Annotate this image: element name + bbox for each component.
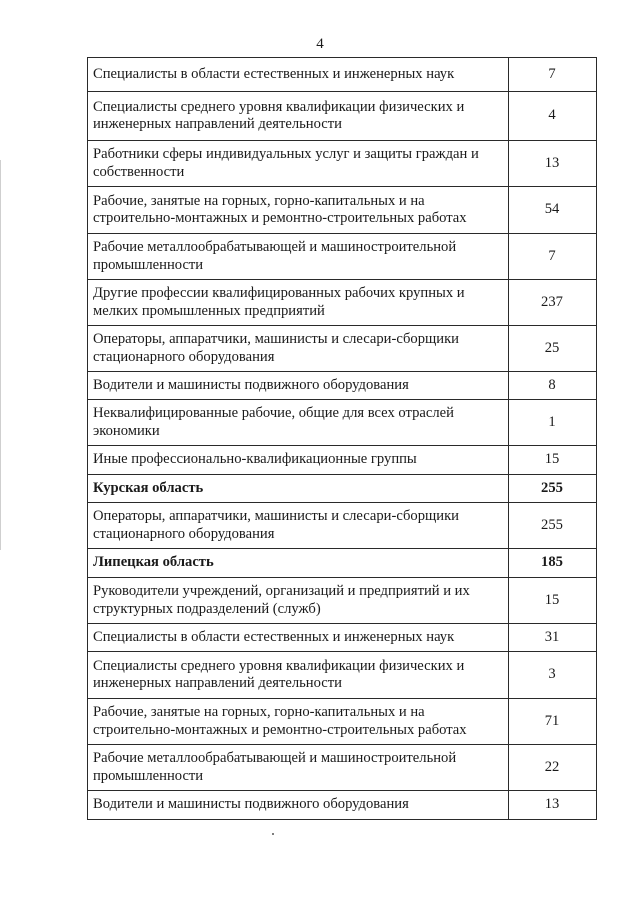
table-row xyxy=(88,652,597,699)
table-row xyxy=(88,503,597,549)
table-row xyxy=(88,187,597,234)
table-row xyxy=(88,141,597,187)
table-row xyxy=(88,446,597,475)
occupation-name-cell: Работники сферы индивидуальных услуг и защиты граждан и собственности xyxy=(88,141,509,187)
table-row xyxy=(88,326,597,372)
occupation-name-cell: Водители и машинисты подвижного оборудования xyxy=(88,791,509,820)
count-cell: 13 xyxy=(509,791,597,820)
table-row xyxy=(88,234,597,280)
table-row xyxy=(88,745,597,791)
count-cell: 13 xyxy=(509,141,597,187)
occupation-name-cell: Рабочие металлообрабатывающей и машиностроительной промышленности xyxy=(88,234,509,280)
count-cell: 255 xyxy=(509,503,597,549)
occupation-name-cell: Специалисты среднего уровня квалификации физических и инженерных направлений деятельности xyxy=(88,92,509,141)
count-cell: 8 xyxy=(509,372,597,400)
table-row xyxy=(88,578,597,624)
table-row xyxy=(88,372,597,400)
count-cell: 25 xyxy=(509,326,597,372)
count-cell: 54 xyxy=(509,187,597,234)
occupation-name-cell: Водители и машинисты подвижного оборудования xyxy=(88,372,509,400)
table-row xyxy=(88,58,597,92)
page-number: 4 xyxy=(316,36,324,52)
occupation-name-cell: Рабочие металлообрабатывающей и машиностроительной промышленности xyxy=(88,745,509,791)
table-row xyxy=(88,92,597,141)
table-row xyxy=(88,400,597,446)
count-cell: 7 xyxy=(509,58,597,92)
count-cell: 7 xyxy=(509,234,597,280)
occupation-name-cell: Операторы, аппаратчики, машинисты и слесари-сборщики стационарного оборудования xyxy=(88,326,509,372)
table-body xyxy=(88,58,597,820)
count-cell: 237 xyxy=(509,280,597,326)
occupation-name-cell: Неквалифицированные рабочие, общие для всех отраслей экономики xyxy=(88,400,509,446)
table-row xyxy=(88,791,597,820)
count-cell: 3 xyxy=(509,652,597,699)
count-cell: 4 xyxy=(509,92,597,141)
occupation-name-cell: Руководители учреждений, организаций и предприятий и их структурных подразделений (служб) xyxy=(88,578,509,624)
count-cell: 15 xyxy=(509,578,597,624)
occupation-name-cell: Специалисты среднего уровня квалификации физических и инженерных направлений деятельности xyxy=(88,652,509,699)
region-name-cell: Курская область xyxy=(88,475,509,503)
occupation-name-cell: Операторы, аппаратчики, машинисты и слесари-сборщики стационарного оборудования xyxy=(88,503,509,549)
occupation-table xyxy=(87,57,597,820)
occupation-name-cell: Специалисты в области естественных и инженерных наук xyxy=(88,624,509,652)
region-total-cell: 185 xyxy=(509,549,597,578)
region-row xyxy=(88,475,597,503)
occupation-name-cell: Специалисты в области естественных и инженерных наук xyxy=(88,58,509,92)
count-cell: 22 xyxy=(509,745,597,791)
count-cell: 71 xyxy=(509,699,597,745)
table-row xyxy=(88,699,597,745)
count-cell: 1 xyxy=(509,400,597,446)
scan-dot-mark xyxy=(272,833,274,835)
region-row xyxy=(88,549,597,578)
occupation-name-cell: Рабочие, занятые на горных, горно-капитальных и на строительно-монтажных и ремонтно-строительных работах xyxy=(88,187,509,234)
region-total-cell: 255 xyxy=(509,475,597,503)
region-name-cell: Липецкая область xyxy=(88,549,509,578)
occupation-name-cell: Другие профессии квалифицированных рабочих крупных и мелких промышленных предприятий xyxy=(88,280,509,326)
occupation-name-cell: Рабочие, занятые на горных, горно-капитальных и на строительно-монтажных и ремонтно-строительных работах xyxy=(88,699,509,745)
count-cell: 15 xyxy=(509,446,597,475)
table-row xyxy=(88,280,597,326)
occupation-name-cell: Иные профессионально-квалификационные группы xyxy=(88,446,509,475)
scan-edge-mark xyxy=(0,160,1,550)
count-cell: 31 xyxy=(509,624,597,652)
table-row xyxy=(88,624,597,652)
